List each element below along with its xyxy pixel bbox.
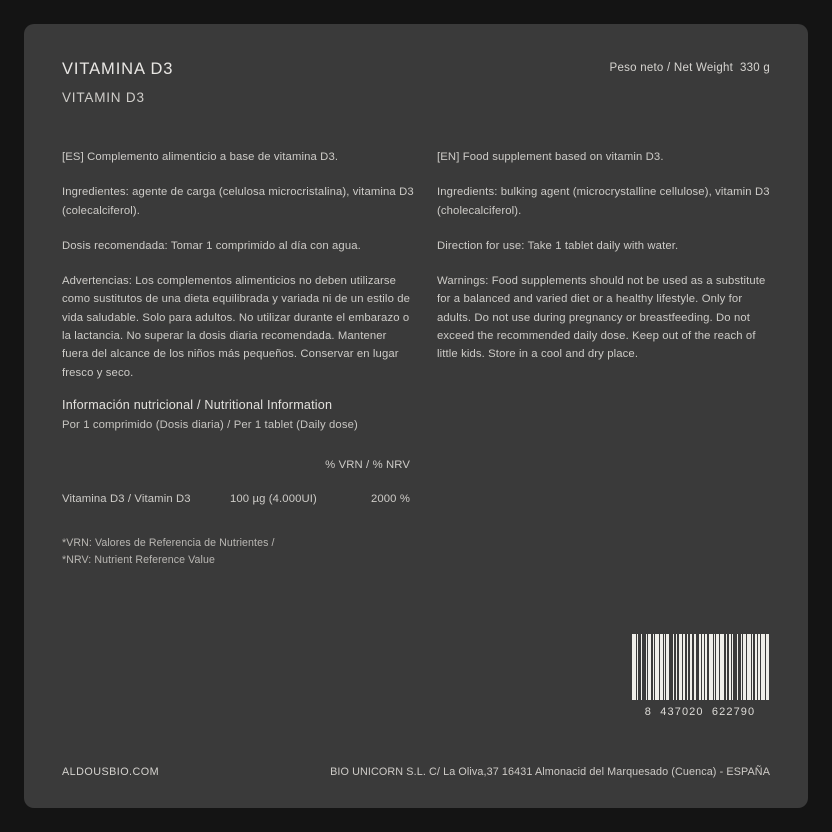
ingredients-en: Ingredients: bulking agent (microcrystalline cellulose), vitamin D3 (cholecalciferol).: [437, 186, 770, 217]
table-row: [62, 493, 410, 505]
product-label-card: [24, 24, 808, 808]
barcode-digits: 8 437020 622790: [644, 706, 756, 718]
header-nutrient: [62, 459, 230, 493]
nutrition-section: [62, 396, 770, 569]
nutrition-subtitle: Por 1 comprimido (Dosis diaria) / Per 1 tablet (Daily dose): [62, 418, 358, 431]
label-body-columns: [62, 148, 770, 382]
barcode-image: [630, 634, 770, 700]
cell-nutrient-name: Vitamina D3 / Vitamin D3: [62, 493, 191, 506]
description-en: [EN] Food supplement based on vitamin D3.: [437, 151, 664, 163]
page-subtitle: VITAMIN D3: [62, 89, 145, 105]
warnings-en: Warnings: Food supplements should not be used as a substitute for a balanced and varied diet or a healthy lifestyle. Only for adults. Do not use during pregnancy or breastfeeding. Do not exceed the recommended daily dose. Keep out of the reach of little kids. Store in a cool and dry place.: [437, 275, 766, 361]
description-es: [ES] Complemento alimenticio a base de vitamina D3.: [62, 151, 339, 163]
barcode-block: [630, 634, 770, 718]
label-content: [62, 58, 770, 778]
table-header-row: [62, 459, 410, 493]
nutrition-table: [62, 459, 410, 505]
company-address: BIO UNICORN S.L. C/ La Oliva,37 16431 Almonacid del Marquesado (Cuenca) - ESPAÑA: [330, 766, 770, 778]
header-amount: [230, 459, 325, 493]
footnote-line-es: *VRN: Valores de Referencia de Nutrientes /: [62, 537, 275, 550]
header-nrv: % VRN / % NRV: [325, 459, 410, 472]
website-link[interactable]: ALDOUSBIO.COM: [62, 766, 160, 778]
warnings-es: Advertencias: Los complementos alimenticios no deben utilizarse como sustitutos de una dieta equilibrada y variada ni de un estilo de vida saludable. Solo para adultos. No utilizar durante el embarazo o la lactancia. No superar la dosis diaria recomendada. Mantener fuera del alcance de los niños más pequeños. Conservar en lugar fresco y seco.: [62, 275, 411, 379]
nutrition-footnote: [62, 535, 770, 569]
cell-nutrient-amount: 100 µg (4.000UI): [229, 493, 317, 506]
barcode-gap: [769, 634, 770, 700]
dosage-es: Dosis recomendada: Tomar 1 comprimido al día con agua.: [62, 239, 361, 252]
label-footer: [62, 762, 770, 778]
column-english: [416, 148, 770, 382]
footnote-line-en: *NRV: Nutrient Reference Value: [62, 554, 215, 567]
column-spanish: [62, 148, 416, 382]
dosage-en: Direction for use: Take 1 tablet daily with water.: [437, 239, 679, 252]
label-header: [62, 58, 770, 118]
page-title: VITAMINA D3: [62, 60, 174, 78]
net-weight-text: Peso neto / Net Weight 330 g: [609, 62, 770, 74]
ingredients-es: Ingredientes: agente de carga (celulosa microcristalina), vitamina D3 (colecalciferol).: [62, 186, 414, 217]
nutrition-title: Información nutricional / Nutritional Information: [62, 398, 333, 412]
cell-nutrient-nrv: 2000 %: [370, 493, 410, 506]
